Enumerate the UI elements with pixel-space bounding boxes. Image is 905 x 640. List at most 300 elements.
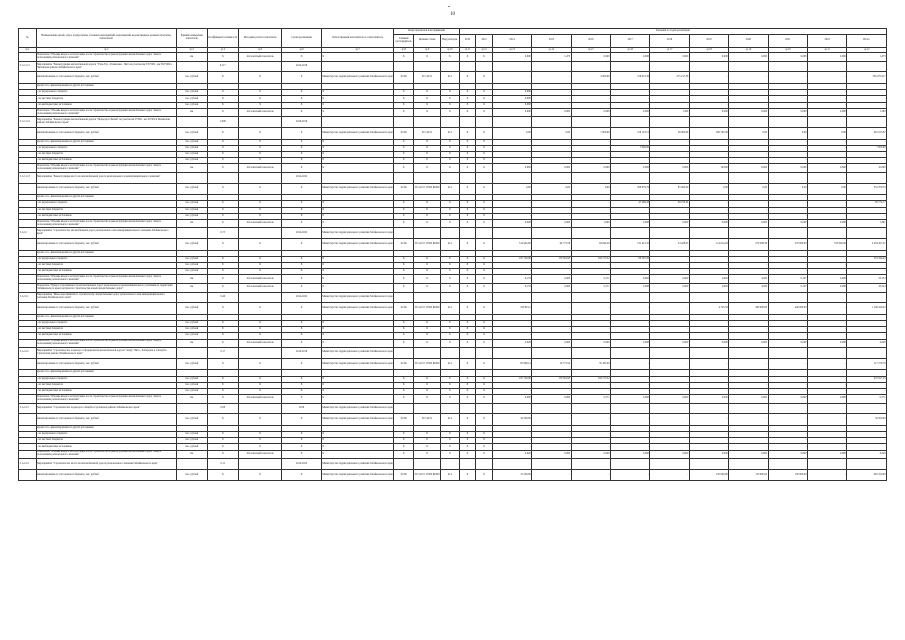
row-year-value: 0,000 <box>571 164 610 173</box>
row-year-value: 128 123,51 <box>611 128 650 140</box>
row-period: X <box>282 239 321 251</box>
row-executor: X <box>321 158 394 164</box>
row-year-value <box>650 403 689 414</box>
row-year-value <box>459 61 476 72</box>
row-name: Показатель "Объемы ввода в эксплуатацию после строительства и реконструкции автомобильных дорог общего пользования регионального значения" <box>36 450 176 459</box>
row-method: X <box>238 102 282 108</box>
row-name: - из федерального бюджета <box>36 145 176 151</box>
row-unit: тыс. рублей <box>176 320 207 326</box>
row-year-value: - <box>611 303 650 315</box>
row-total: - <box>847 320 887 326</box>
row-year-value: - <box>689 269 728 275</box>
row-name: кроме того, финансирование из других источников: <box>36 84 176 90</box>
row-year-value: 266 879,79 <box>611 183 650 195</box>
row-budget-article: X <box>414 339 441 348</box>
row-year-value <box>729 459 768 470</box>
row-period: X <box>282 219 321 228</box>
row-budget-admin: X <box>394 53 414 62</box>
row-code <box>19 414 37 426</box>
row-year-value: - <box>611 213 650 219</box>
row-year-value: - <box>768 263 807 269</box>
row-year-value: 3,200 <box>729 275 768 284</box>
row-period: X <box>282 438 321 444</box>
row-coef: X <box>207 102 238 108</box>
row-coef: X <box>207 376 238 382</box>
row-year-value: - <box>807 90 846 96</box>
row-total <box>847 292 887 303</box>
row-year-value: 3,200 <box>729 284 768 293</box>
row-budget-type <box>440 403 459 414</box>
row-method: X <box>238 388 282 394</box>
row-year-value: X <box>476 96 493 102</box>
row-year-value <box>492 228 531 239</box>
row-executor: X <box>321 151 394 157</box>
row-name: - из федерального бюджета <box>36 201 176 207</box>
row-year-value: - <box>532 414 571 426</box>
row-name: Мероприятие "Строительство автомобильных дорог регионального или межмуниципального значения Забайкальского края" <box>36 228 176 239</box>
column-number: гр.17 <box>650 48 689 53</box>
row-method: X <box>238 432 282 438</box>
row-period: X <box>282 164 321 173</box>
row-year-value: - <box>532 320 571 326</box>
row-year-value: 170 381,93 <box>532 256 571 262</box>
row-method: X <box>238 333 282 339</box>
row-unit: тыс. рублей <box>176 96 207 102</box>
row-year-value <box>807 403 846 414</box>
row-period: 2016 <box>282 403 321 414</box>
row-year-value: 0,000 <box>689 450 728 459</box>
row-year-value: - <box>532 90 571 96</box>
row-coef: X <box>207 269 238 275</box>
row-unit: км <box>176 219 207 228</box>
row-year-value: 0,000 <box>611 284 650 293</box>
row-name: Показатель "Объемы ввода в эксплуатацию после строительства и реконструкции автомобильных дорог общего пользования регионального значения" <box>36 395 176 404</box>
row-year-value: - <box>492 207 531 213</box>
row-budget-article: X <box>414 333 441 339</box>
row-period: X <box>282 201 321 207</box>
row-year-value: - <box>571 382 610 388</box>
row-year-value: - <box>532 72 571 84</box>
row-year-value: - <box>611 90 650 96</box>
row-year-value: - <box>532 438 571 444</box>
row-period: X <box>282 128 321 140</box>
row-year-value: X <box>459 388 476 394</box>
column-number: гр.4 <box>207 48 238 53</box>
row-period: X <box>282 376 321 382</box>
row-year-value: X <box>459 102 476 108</box>
table-row <box>19 239 887 251</box>
row-year-value: 1,000 <box>571 219 610 228</box>
row-budget-article: X <box>414 164 441 173</box>
row-method: Абсолютный показатель <box>238 395 282 404</box>
table-row <box>19 183 887 195</box>
row-period: 2014-2022 <box>282 172 321 183</box>
row-year-value <box>689 61 728 72</box>
row-total: 16,524 <box>847 284 887 293</box>
row-year-value: 270 298,59 <box>729 239 768 251</box>
row-period: X <box>282 90 321 96</box>
row-year-value: 0,000 <box>768 339 807 348</box>
row-year-value: 0,000 <box>532 108 571 117</box>
row-year-value: - <box>729 333 768 339</box>
row-year-value: 0,000 <box>650 164 689 173</box>
row-coef: 0,75 <box>207 228 238 239</box>
row-year-value: - <box>611 469 650 481</box>
row-total: - <box>847 139 887 145</box>
row-total: - <box>847 151 887 157</box>
row-year-value: - <box>611 327 650 333</box>
row-budget-type: X <box>440 219 459 228</box>
row-executor <box>321 172 394 183</box>
row-executor: X <box>321 53 394 62</box>
row-year-value: 0,000 <box>807 395 846 404</box>
row-year-value: 0,000 <box>650 275 689 284</box>
row-coef: X <box>207 395 238 404</box>
header-year: 2010 <box>459 34 476 48</box>
row-year-value: - <box>650 151 689 157</box>
row-budget-article: X <box>414 388 441 394</box>
row-method: X <box>238 376 282 382</box>
row-budget-article <box>414 459 441 470</box>
row-budget-article: X <box>414 320 441 326</box>
row-unit: км <box>176 164 207 173</box>
row-method: X <box>238 327 282 333</box>
row-year-value <box>611 172 650 183</box>
row-budget-article <box>414 292 441 303</box>
row-year-value: X <box>459 139 476 145</box>
row-year-value: - <box>611 376 650 382</box>
row-year-value: 0,571 <box>571 275 610 284</box>
row-year-value: - <box>807 256 846 262</box>
row-year-value: - <box>807 320 846 326</box>
row-year-value: - <box>768 320 807 326</box>
row-year-value <box>459 292 476 303</box>
row-name: - из федерального бюджета <box>36 320 176 326</box>
row-budget-article: 315 42 01 15300 R0540 <box>414 183 441 195</box>
row-coef: X <box>207 382 238 388</box>
row-year-value: 0,000 <box>532 339 571 348</box>
row-year-value: X <box>459 263 476 269</box>
row-year-value: - <box>729 213 768 219</box>
column-number: гр.6 <box>282 48 321 53</box>
row-year-value: 0,000 <box>729 395 768 404</box>
row-year-value <box>650 292 689 303</box>
row-year-value: - <box>611 96 650 102</box>
row-period: X <box>282 414 321 426</box>
row-year-value: - <box>611 333 650 339</box>
row-budget-article: 315 42 01 15300 R0540 <box>414 239 441 251</box>
row-budget-type <box>440 292 459 303</box>
row-unit: км <box>176 284 207 293</box>
row-year-value: - <box>689 90 728 96</box>
row-year-value: X <box>476 108 493 117</box>
row-name: кроме того, финансирование из других источников: <box>36 139 176 145</box>
row-year-value: X <box>476 414 493 426</box>
row-year-value: 0,000 <box>611 53 650 62</box>
row-year-value: - <box>807 213 846 219</box>
row-budget-article: X <box>414 432 441 438</box>
row-year-value: - <box>768 90 807 96</box>
row-year-value: 0,00 <box>729 183 768 195</box>
row-year-value: - <box>650 376 689 382</box>
row-year-value: - <box>689 158 728 164</box>
row-year-value: X <box>459 128 476 140</box>
row-method: X <box>238 444 282 450</box>
column-number: гр.1 <box>19 48 37 53</box>
row-executor: X <box>321 275 394 284</box>
row-coef: X <box>207 219 238 228</box>
header-year: 2015 <box>532 34 571 48</box>
row-executor: X <box>321 432 394 438</box>
row-year-value: X <box>476 201 493 207</box>
row-year-value: - <box>611 438 650 444</box>
row-code: 3.1.2.2 <box>19 228 37 239</box>
row-total: 33,534 <box>847 275 887 284</box>
row-year-value: - <box>492 438 531 444</box>
header-unit: Единица измерения показателя <box>176 29 207 48</box>
row-year-value: X <box>476 320 493 326</box>
row-year-value: 0,000 <box>492 53 531 62</box>
row-year-value: - <box>689 72 728 84</box>
row-budget-admin: 04 09 <box>394 72 414 84</box>
row-method: X <box>238 239 282 251</box>
row-coef: 0,17 <box>207 348 238 359</box>
row-year-value: X <box>476 164 493 173</box>
row-period: X <box>282 303 321 315</box>
row-unit: км <box>176 108 207 117</box>
row-budget-admin: X <box>394 395 414 404</box>
row-period: X <box>282 256 321 262</box>
header-year: 2021 <box>768 34 807 48</box>
row-year-value: 47 498,43 <box>611 201 650 207</box>
row-year-value: - <box>689 139 728 145</box>
row-name: Мероприятие "Строительство подъезда от федеральной автомобильной дороги "Амур" Чита - Хабаровск к с.Кокуй в Сретенском районе Забайкальского края" <box>36 348 176 359</box>
row-total: 1 109 220,22 <box>847 303 887 315</box>
row-year-value: - <box>768 256 807 262</box>
row-year-value: X <box>476 128 493 140</box>
row-year-value: 0,000 <box>768 395 807 404</box>
row-budget-admin <box>394 228 414 239</box>
header-n: № <box>19 29 37 48</box>
row-executor: X <box>321 450 394 459</box>
row-unit: км <box>176 395 207 404</box>
row-coef: X <box>207 275 238 284</box>
row-budget-article: X <box>414 256 441 262</box>
row-year-value: X <box>476 151 493 157</box>
row-method <box>238 117 282 128</box>
row-unit <box>176 292 207 303</box>
row-method: X <box>238 469 282 481</box>
row-year-value: 0,000 <box>768 219 807 228</box>
row-year-value: - <box>768 414 807 426</box>
row-coef: X <box>207 183 238 195</box>
row-year-value <box>689 403 728 414</box>
row-executor <box>321 61 394 72</box>
column-number: гр.18 <box>689 48 728 53</box>
row-year-value: - <box>611 263 650 269</box>
row-year-value: - <box>650 320 689 326</box>
row-year-value: - <box>650 90 689 96</box>
row-code <box>19 183 37 195</box>
row-period: X <box>282 158 321 164</box>
row-year-value <box>611 459 650 470</box>
row-period: X <box>282 145 321 151</box>
row-executor: X <box>321 145 394 151</box>
row-budget-article: X <box>414 450 441 459</box>
row-method: Абсолютный показатель <box>238 275 282 284</box>
row-executor: X <box>321 395 394 404</box>
row-year-value: - <box>611 388 650 394</box>
row-total: 553 324,45 <box>847 256 887 262</box>
row-unit: км <box>176 53 207 62</box>
row-unit: тыс. рублей <box>176 303 207 315</box>
row-executor: Министерство территориального развития Забайкальского края <box>321 303 394 315</box>
row-year-value: 0,000 <box>492 90 531 96</box>
row-year-value: 170 381,93 <box>532 376 571 382</box>
row-total: - <box>847 263 887 269</box>
row-budget-article: X <box>414 213 441 219</box>
row-code <box>19 395 37 404</box>
row-year-value: - <box>492 151 531 157</box>
row-year-value: - <box>650 358 689 370</box>
row-budget-admin <box>394 459 414 470</box>
row-year-value: - <box>532 333 571 339</box>
row-year-value: - <box>571 444 610 450</box>
row-coef: X <box>207 128 238 140</box>
row-budget-article: X <box>414 219 441 228</box>
row-budget-article <box>414 348 441 359</box>
row-year-value: 150 000,00 <box>729 469 768 481</box>
row-year-value: 0,000 <box>689 395 728 404</box>
row-budget-type: X <box>440 284 459 293</box>
row-name: Показатель "Объемы ввода в эксплуатацию после строительства и реконструкции автомобильных дорог общего пользования регионального значения" <box>36 339 176 348</box>
row-year-value: X <box>459 339 476 348</box>
row-unit <box>176 117 207 128</box>
row-executor: X <box>321 139 394 145</box>
row-executor: X <box>321 438 394 444</box>
row-year-value <box>571 459 610 470</box>
row-year-value: - <box>492 139 531 145</box>
row-year-value: X <box>459 145 476 151</box>
row-method: X <box>238 256 282 262</box>
row-executor: Министерство территориального развития Забайкальского края <box>321 348 394 359</box>
row-year-value: X <box>476 239 493 251</box>
row-year-value: - <box>532 207 571 213</box>
row-coef: X <box>207 145 238 151</box>
row-year-value: X <box>459 269 476 275</box>
row-coef: X <box>207 151 238 157</box>
row-name: Показатель "Объемы ввода в эксплуатацию после строительства и реконструкции автомобильных дорог общего пользования регионального значения" <box>36 108 176 117</box>
row-year-value: 0,000 <box>689 339 728 348</box>
row-year-value: 0,000 <box>492 219 531 228</box>
row-name: Показатель "Прирост протяженности автомобильных дорог регионального (межмуниципального) значения на территории Забайкальского края в результате строительства новых автомобильных дорог" <box>36 284 176 293</box>
row-coef: X <box>207 164 238 173</box>
row-budget-type: X <box>440 438 459 444</box>
table-row <box>19 450 887 459</box>
row-unit: тыс. рублей <box>176 263 207 269</box>
row-method <box>238 292 282 303</box>
row-year-value: 114 614,28 <box>689 239 728 251</box>
row-year-value: - <box>571 320 610 326</box>
row-method: X <box>238 96 282 102</box>
row-year-value: 65 069,14 <box>492 358 531 370</box>
row-year-value: 400 000,00 <box>729 303 768 315</box>
row-executor: Министерство территориального развития Забайкальского края <box>321 358 394 370</box>
table-row <box>19 284 887 293</box>
row-budget-type: X <box>440 145 459 151</box>
row-year-value: - <box>611 151 650 157</box>
row-year-value: - <box>689 438 728 444</box>
row-year-value <box>689 228 728 239</box>
row-period: 2014-2022 <box>282 228 321 239</box>
row-name: Мероприятие "Реконструкция автомобильной дороги "Улан-Удэ - Романовка - Чита на участке км 535+000 - км 550+000 в Читинском районе Забайкальского края" <box>36 61 176 72</box>
row-budget-article: X <box>414 96 441 102</box>
row-year-value <box>689 292 728 303</box>
row-year-value: - <box>650 432 689 438</box>
row-year-value: X <box>459 96 476 102</box>
row-total: 1,475 <box>847 53 887 62</box>
row-period: X <box>282 53 321 62</box>
row-year-value: 0,000 <box>729 108 768 117</box>
row-year-value <box>571 228 610 239</box>
row-total: - <box>847 388 887 394</box>
column-number: гр.19 <box>729 48 768 53</box>
row-year-value: - <box>689 444 728 450</box>
row-period: X <box>282 269 321 275</box>
row-year-value: X <box>476 388 493 394</box>
row-year-value: X <box>459 158 476 164</box>
row-year-value: - <box>689 376 728 382</box>
row-total: - <box>847 444 887 450</box>
row-year-value: - <box>729 388 768 394</box>
row-year-value: X <box>459 358 476 370</box>
row-total: 0,571 <box>847 395 887 404</box>
row-year-value: - <box>492 388 531 394</box>
row-year-value: - <box>611 207 650 213</box>
row-coef: 0,08 <box>207 403 238 414</box>
row-year-value: 0,00 <box>532 183 571 195</box>
row-year-value: - <box>807 376 846 382</box>
row-budget-article: X <box>414 53 441 62</box>
row-year-value: 9,153 <box>492 284 531 293</box>
row-year-value: - <box>611 102 650 108</box>
row-budget-type: 414 <box>440 469 459 481</box>
row-code <box>19 108 37 117</box>
row-year-value <box>532 348 571 359</box>
row-year-value <box>492 172 531 183</box>
row-coef: 1,000 <box>207 117 238 128</box>
table-row <box>19 172 887 183</box>
row-year-value: - <box>571 201 610 207</box>
row-method: Абсолютный показатель <box>238 219 282 228</box>
row-coef: 0,46 <box>207 292 238 303</box>
header-name: Наименование целей, задач, подпрограмм, основных мероприятий, мероприятий, ведомственных целевых программ, показателей <box>36 29 176 48</box>
row-year-value: - <box>532 151 571 157</box>
row-year-value: X <box>476 183 493 195</box>
row-year-value: 0,571 <box>571 284 610 293</box>
row-year-value: X <box>476 339 493 348</box>
row-executor: Министерство территориального развития Забайкальского края <box>321 414 394 426</box>
row-year-value: 0,000 <box>492 108 531 117</box>
row-period: X <box>282 339 321 348</box>
row-year-value: X <box>459 438 476 444</box>
row-year-value: - <box>571 432 610 438</box>
row-year-value: 0,000 <box>807 275 846 284</box>
row-name: - из внебюджетных источников <box>36 444 176 450</box>
row-year-value: 94 775,56 <box>532 239 571 251</box>
row-code: 3.1.2.2.1 <box>19 292 37 303</box>
row-year-value: - <box>807 207 846 213</box>
